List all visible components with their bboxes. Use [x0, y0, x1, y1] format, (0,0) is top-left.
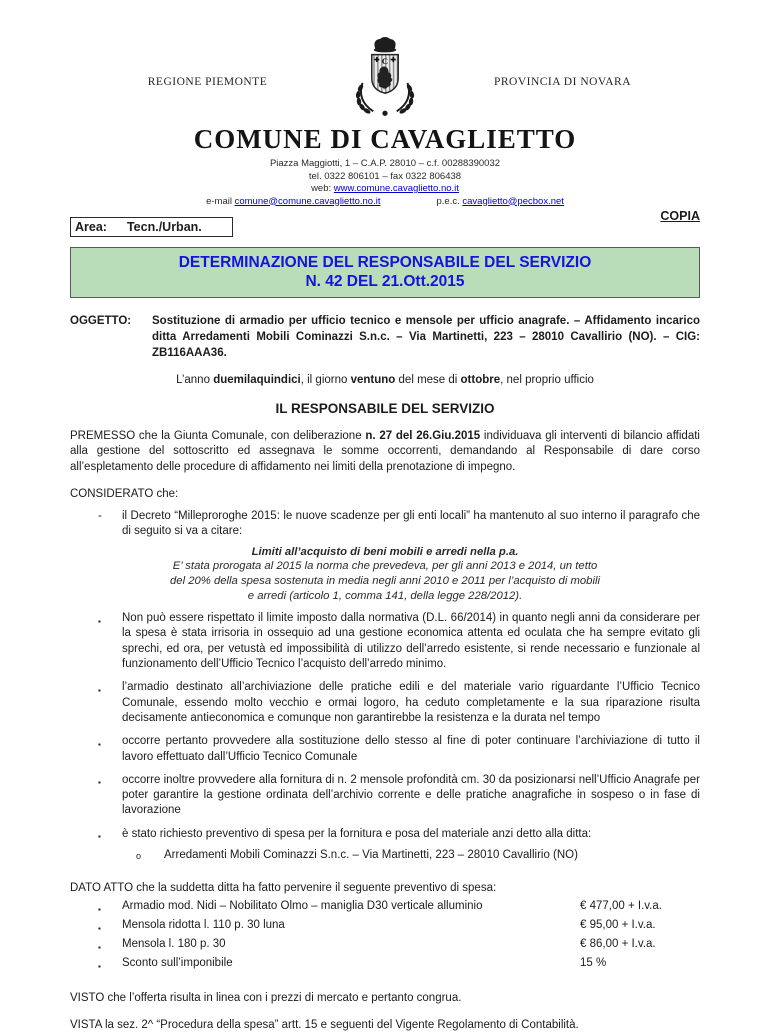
- document-header: [70, 38, 700, 126]
- web-link[interactable]: www.comune.cavaglietto.no.it: [333, 183, 459, 194]
- municipal-coat-of-arms-icon: [345, 36, 425, 126]
- square-bullet-icon: ▪: [98, 739, 101, 749]
- subject-section: [70, 313, 700, 361]
- determination-number: N. 42 DEL 21.Ott.2015: [305, 273, 465, 290]
- address-line-1: Piazza Maggiotti, 1 – C.A.P. 28010 – c.f. 00288390032: [269, 158, 501, 169]
- pec-label: p.e.c.: [436, 195, 463, 207]
- square-bullet-icon: ▪: [98, 923, 101, 933]
- dash-item-text: il Decreto “Milleproroghe 2015: le nuove scadenze per gli enti locali” ha mantenuto al suo interno il paragrafo che di seguito si va a citare:: [122, 510, 700, 538]
- email-link[interactable]: comune@comune.cavaglietto.no.it: [234, 195, 381, 207]
- list-item: ▪ occorre pertanto provvedere alla sostituzione dello stesso al fine di poter continuare l’archiviazione di tutto il lavoro effettuato dall’Ufficio Tecnico Comunale: [70, 734, 700, 765]
- supplier-sub-item: [70, 848, 700, 864]
- area-row: [70, 217, 700, 237]
- subject-label: OGGETTO:: [70, 315, 132, 327]
- date-intro-line: L’anno duemilaquindici, il giorno ventuno del mese di ottobre, nel proprio ufficio: [176, 374, 594, 386]
- email-label: e-mail: [206, 195, 235, 207]
- address-email-line: [70, 196, 700, 209]
- area-label: Area:: [75, 220, 107, 234]
- dash-bullet-icon: -: [98, 510, 102, 523]
- visto-paragraph: VISTO che l’offerta risulta in linea con i prezzi di mercato e pertanto congrua.: [70, 992, 462, 1005]
- premesso-paragraph: PREMESSO che la Giunta Comunale, con deliberazione n. 27 del 26.Giu.2015 individuava gli interventi di bilancio affidati alla gestione del sottoscritto ed assegnava le somme occorrenti, demandando al Responsabile di dare corso all’espletamento delle procedure di affidamento nei limiti della prenotazione di impegno.: [70, 430, 700, 473]
- law-quote-line-1: E’ stata prorogata al 2015 la norma che prevedeva, per gli anni 2013 e 2014, un tetto: [172, 560, 598, 573]
- law-quote-line-3: e arredi (articolo 1, comma 141, della legge 228/2012).: [247, 589, 523, 602]
- square-bullet-icon: ▪: [98, 778, 101, 788]
- square-bullet-icon: ▪: [98, 961, 101, 971]
- copy-stamp: COPIA: [660, 209, 700, 223]
- square-bullet-icon: ▪: [98, 904, 101, 914]
- address-line-2: tel. 0322 806101 – fax 0322 806438: [308, 170, 462, 182]
- law-quote-line-2: del 20% della spesa sostenuta in media negli anni 2010 e 2011 per l’acquisto di mobili: [170, 574, 600, 587]
- address-web-line: [70, 183, 700, 196]
- price-list: [70, 899, 700, 974]
- supplier-name: Arredamenti Mobili Cominazzi S.n.c. – Via Martinetti, 223 – 28010 Cavallirio (NO): [164, 848, 578, 861]
- subject-text: Sostituzione di armadio per ufficio tecnico e mensole per ufficio anagrafe. – Affidamento incarico ditta Arredamenti Mobili Cominazzi S.n.c. – Via Martinetti, 223 – 28010 Cavallirio (NO). – CIG: ZB116AAA36.: [152, 315, 700, 359]
- price-row: ▪ Armadio mod. Nidi – Nobilitato Olmo – maniglia D30 verticale alluminio € 477,00 + I.v.a.: [70, 899, 700, 917]
- list-item: ▪ Non può essere rispettato il limite imposto dalla normativa (D.L. 66/2014) in quanto negli anni da considerare per la spesa è stata irrisoria in ossequio ad una gestione economica attenta ed oculata che ha sempre evitato gli sprechi, ed ora, per vetustà ed impossibilità di utilizzo dell’arredo esistente, si rende necessario e funzionale al funzionamento dell’Ufficio Tecnico l’acquisto dell’arredo minimo.: [70, 611, 700, 672]
- considerato-label: CONSIDERATO che:: [70, 487, 179, 500]
- square-bullet-icon: ▪: [98, 942, 101, 952]
- list-item: ▪ è stato richiesto preventivo di spesa per la fornitura e posa del materiale anzi detto alla ditta:: [70, 827, 700, 845]
- circle-bullet-icon: o: [136, 850, 142, 861]
- list-item: ▪ l’armadio destinato all’archiviazione delle pratiche edili e del materiale vario riguardante l’Ufficio Tecnico Comunale, essendo molto vecchio e ormai logoro, ha ceduto completamente e la sua riparazione risulta decisamente antieconomica e comunque non garantirebbe la resistenza e la durata nel tempo: [70, 680, 700, 726]
- determination-title: DETERMINAZIONE DEL RESPONSABILE DEL SERVIZIO: [178, 254, 592, 271]
- law-quote-title: Limiti all’acquisto di beni mobili e arredi nella p.a.: [251, 545, 519, 558]
- square-bullet-icon: ▪: [98, 616, 101, 626]
- list-item: ▪ occorre inoltre provvedere alla fornitura di n. 2 mensole profondità cm. 30 da posizionarsi nell’Ufficio Anagrafe per poter garantire la gestione ordinata dell’archivio corrente e delle pratiche anagrafiche in sospeso o in fase di lavorazione: [70, 773, 700, 819]
- pec-link[interactable]: cavaglietto@pecbox.net: [462, 195, 564, 207]
- price-row: ▪ Mensola ridotta l. 110 p. 30 luna € 95,00 + I.v.a.: [70, 918, 700, 936]
- price-row: ▪ Mensola l. 180 p. 30 € 86,00 + I.v.a.: [70, 937, 700, 955]
- dato-atto-paragraph: DATO ATTO che la suddetta ditta ha fatto pervenire il seguente preventivo di spesa:: [70, 881, 497, 894]
- considerations-list: [70, 611, 700, 864]
- area-box: [70, 217, 233, 237]
- commune-title: COMUNE DI CAVAGLIETTO: [193, 124, 577, 154]
- determination-banner: [70, 247, 700, 298]
- responsabile-heading: IL RESPONSABILE DEL SERVIZIO: [275, 401, 495, 416]
- province-label: PROVINCIA DI NOVARA: [493, 76, 632, 88]
- web-label: web:: [311, 183, 334, 194]
- area-value: Tecn./Urban.: [126, 220, 202, 234]
- considerato-dash-item: [70, 509, 700, 540]
- price-row: ▪ Sconto sull’imponibile 15 %: [70, 956, 700, 974]
- commune-address-block: [70, 158, 700, 208]
- vista-paragraph: VISTA la sez. 2^ “Procedura della spesa” artt. 15 e seguenti del Vigente Regolamento di Contabilità.: [70, 1018, 579, 1031]
- square-bullet-icon: ▪: [98, 832, 101, 842]
- square-bullet-icon: ▪: [98, 685, 101, 695]
- law-quote-block: [70, 545, 700, 603]
- region-label: REGIONE PIEMONTE: [147, 76, 268, 88]
- svg-text:C: C: [381, 55, 389, 66]
